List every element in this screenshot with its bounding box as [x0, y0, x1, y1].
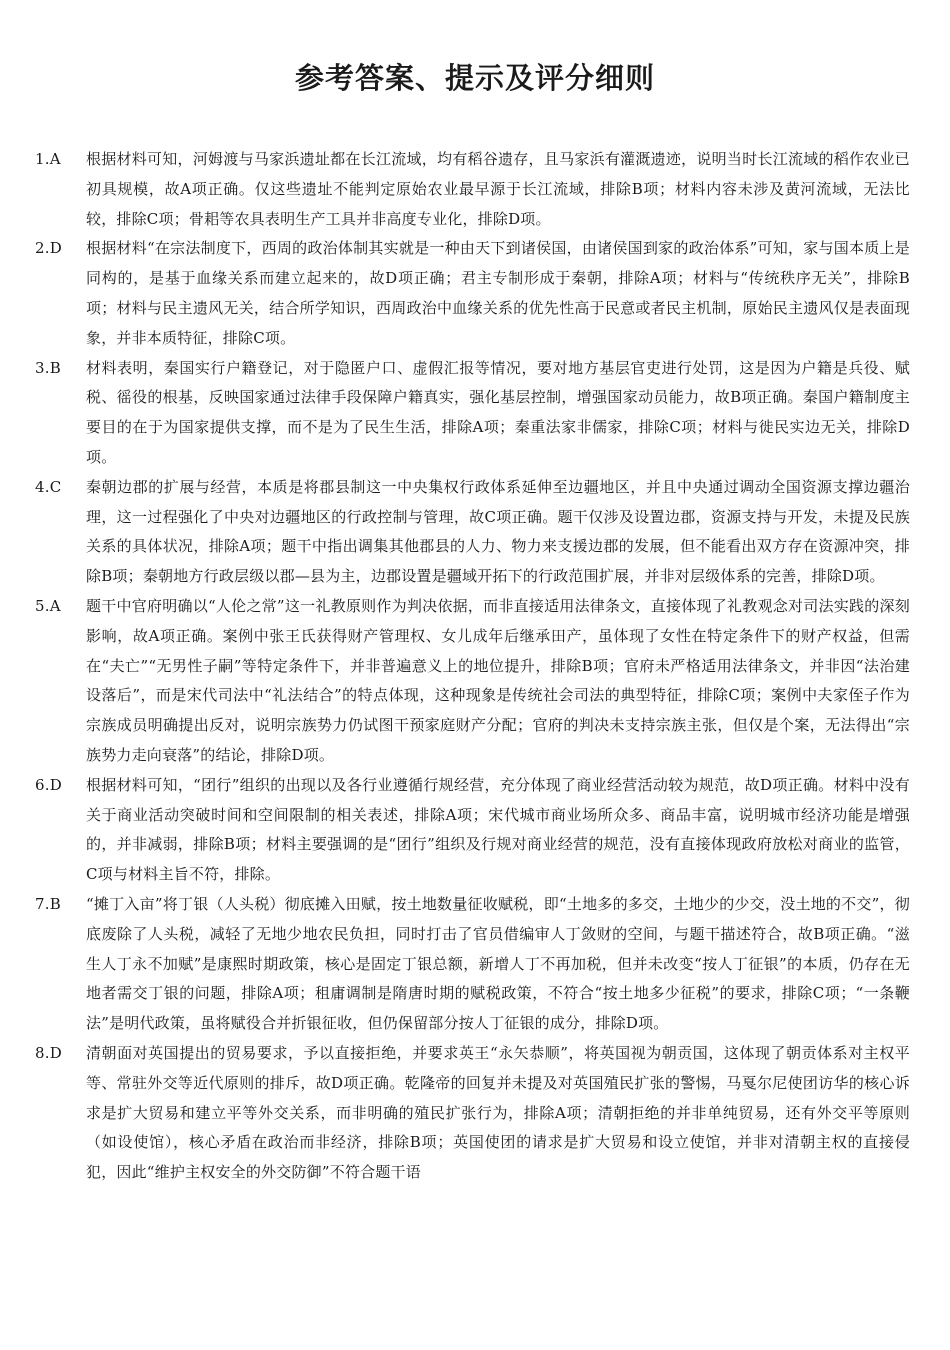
- answer-explanation: 题干中官府明确以“人伦之常”这一礼教原则作为判决依据，而非直接适用法律条文，直接体现了礼教观念对司法实践的深刻影响，故A项正确。案例中张王氏获得财产管理权、女儿成年后继承田产，虽体现了女性在特定条件下的财产权益，但需在“夫亡”“无男性子嗣”等特定条件下，并非普遍意义上的地位提升，排除B项；官府未严格适用法律条文，并非因“法治建设落后”，而是宋代司法中“礼法结合”的特点体现，这种现象是传统社会司法的典型特征，排除C项；案例中夫家侄子作为宗族成员明确提出反对，说明宗族势力仍试图干预家庭财产分配；官府的判决未支持宗族主张，但仅是个案，无法得出“宗族势力走向衰落”的结论，排除D项。: [86, 596, 910, 764]
- answer-item-5: [35, 592, 910, 771]
- answer-item-4: [35, 473, 910, 592]
- answer-item-6: [35, 771, 910, 890]
- answer-explanation: 清朝面对英国提出的贸易要求，予以直接拒绝，并要求英王“永矢恭顺”，将英国视为朝贡国，这体现了朝贡体系对主权平等、常驻外交等近代原则的排斥，故D项正确。乾隆帝的回复并未提及对英国殖民扩张的警惕，马戛尔尼使团访华的核心诉求是扩大贸易和建立平等外交关系，而非明确的殖民扩张行为，排除A项；清朝拒绝的并非单纯贸易，还有外交平等原则（如设使馆），核心矛盾在政治而非经济，排除B项；英国使团的请求是扩大贸易和设立使馆，并非对清朝主权的直接侵犯，因此“维护主权安全的外交防御”不符合题干语: [86, 1043, 910, 1182]
- answer-item-2: [35, 234, 910, 353]
- answer-label: [35, 592, 86, 622]
- answer-explanation: 根据材料“在宗法制度下，西周的政治体制其实就是一种由天下到诸侯国，由诸侯国到家的政治体系”可知，家与国本质上是同构的，是基于血缘关系而建立起来的，故D项正确；君主专制形成于秦朝，排除A项；材料与“传统秩序无关”，排除B项；材料与民主遗风无关，结合所学知识，西周政治中血缘关系的优先性高于民意或者民主机制，原始民主遗风仅是表面现象，并非本质特征，排除C项。: [86, 239, 910, 347]
- answer-number: 7.: [35, 894, 50, 913]
- answer-item-7: [35, 890, 910, 1039]
- answer-label: [35, 890, 86, 920]
- answer-number: 4.: [35, 477, 50, 496]
- answer-item-1: [35, 145, 910, 234]
- answer-explanation: 根据材料可知，“团行”组织的出现以及各行业遵循行规经营，充分体现了商业经营活动较为规范，故D项正确。材料中没有关于商业活动突破时间和空间限制的相关表述，排除A项；宋代城市商业场所众多、商品丰富，说明城市经济功能是增强的，并非减弱，排除B项；材料主要强调的是“团行”组织及行规对商业经营的规范，没有直接体现政府放松对商业的监管，C项与材料主旨不符，排除。: [86, 775, 910, 884]
- answer-number: 6.: [35, 775, 50, 794]
- answer-number: 5.: [35, 596, 50, 615]
- answer-number: 1.: [35, 150, 50, 168]
- answer-number: 2.: [35, 239, 50, 258]
- answer-choice: A: [49, 150, 61, 168]
- answer-number: 3.: [35, 358, 50, 377]
- answer-explanation: “摊丁入亩”将丁银（人头税）彻底摊入田赋，按土地数量征收赋税，即“土地多的多交，土地少的少交，没土地的不交”，彻底废除了人头税，减轻了无地少地农民负担，同时打击了官员借编审人丁敛财的空间，与题干描述符合，故B项正确。“滋生人丁永不加赋”是康熙时期政策，核心是固定丁银总额，新增人丁不再加税，但并未改变“按人丁征银”的本质，仍存在无地者需交丁银的问题，排除A项；租庸调制是隋唐时期的赋税政策，不符合“按土地多少征税”的要求，排除C项；“一条鞭法”是明代政策，虽将赋役合并折银征收，但仍保留部分按人丁征银的成分，排除D项。: [86, 894, 910, 1033]
- answer-label: [35, 234, 86, 264]
- page-title: 参考答案、提示及评分细则: [294, 61, 655, 95]
- answer-choice: A: [49, 596, 61, 615]
- answer-choice: C: [49, 477, 62, 496]
- answer-choice: D: [49, 239, 62, 258]
- answer-item-3: [35, 354, 910, 473]
- answer-list: [35, 145, 910, 1188]
- answer-choice: D: [49, 775, 62, 794]
- answer-explanation: 秦朝边郡的扩展与经营，本质是将郡县制这一中央集权行政体系延伸至边疆地区，并且中央通过调动全国资源支撑边疆治理，这一过程强化了中央对边疆地区的行政控制与管理，故C项正确。题干仅涉及设置边郡，资源支持与开发，未提及民族关系的具体状况，排除A项；题干中指出调集其他郡县的人力、物力来支援边郡的发展，但不能看出双方存在资源冲突，排除B项；秦朝地方行政层级以郡—县为主，边郡设置是疆域开拓下的行政范围扩展，并非对层级体系的完善，排除D项。: [86, 477, 910, 586]
- answer-number: 8.: [35, 1043, 50, 1062]
- answer-label: [35, 145, 86, 175]
- answer-explanation: 材料表明，秦国实行户籍登记，对于隐匿户口、虚假汇报等情况，要对地方基层官吏进行处罚，这是因为户籍是兵役、赋税、徭役的根基，反映国家通过法律手段保障户籍真实，强化基层控制，增强国家动员能力，故B项正确。秦国户籍制度主要目的在于为国家提供支撑，而不是为了民生生活，排除A项；秦重法家非儒家，排除C项；材料与徙民实边无关，排除D项。: [86, 358, 910, 466]
- answer-choice: D: [49, 1043, 62, 1062]
- answer-choice: B: [49, 894, 61, 913]
- answer-label: [35, 473, 86, 503]
- answer-label: [35, 1039, 86, 1069]
- answer-choice: B: [49, 358, 61, 377]
- answer-label: [35, 771, 86, 801]
- answer-label: [35, 354, 86, 384]
- answer-explanation: 根据材料可知，河姆渡与马家浜遗址都在长江流域，均有稻谷遗存，且马家浜有灌溉遗迹，说明当时长江流域的稻作农业已初具规模，故A项正确。仅这些遗址不能判定原始农业最早源于长江流域，排除B项；材料内容未涉及黄河流域，无法比较，排除C项；骨耜等农具表明生产工具并非高度专业化，排除D项。: [86, 150, 910, 228]
- answer-item-8: [35, 1039, 910, 1188]
